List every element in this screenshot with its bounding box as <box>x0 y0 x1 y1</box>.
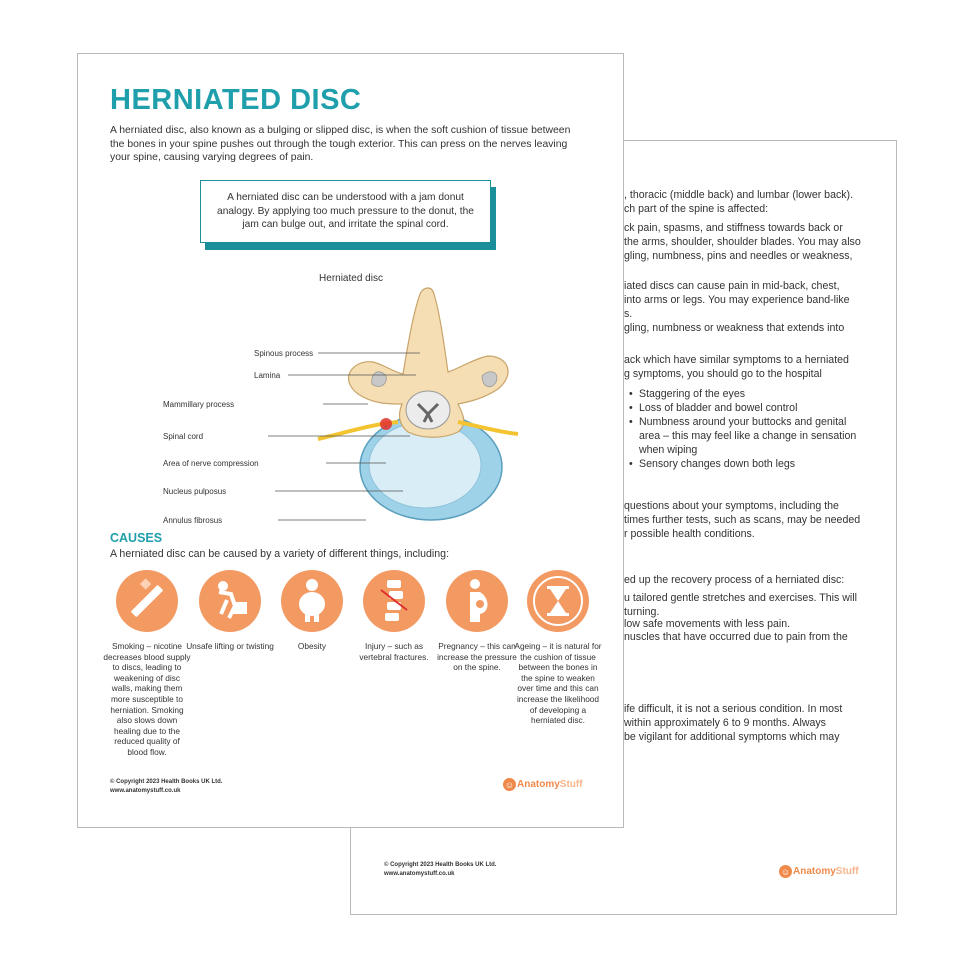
lifting-icon <box>199 570 261 632</box>
cause-text-pregnancy: Pregnancy – this can increase the pressure on the spine. <box>437 641 517 673</box>
compression-point <box>380 418 392 430</box>
causes-intro: A herniated disc can be caused by a variety of different things, including: <box>110 548 450 560</box>
cigarette-icon <box>116 570 178 632</box>
back-bullet: • Sensory changes down both legs <box>629 458 796 470</box>
back-text-line: be vigilant for additional symptoms which may <box>624 731 840 743</box>
label-lamina: Lamina <box>254 371 281 380</box>
back-bullet-cont: when wiping <box>639 444 698 456</box>
cause-text-injury: Injury – such as vertebral fractures. <box>359 641 429 662</box>
cause-text-lifting: Unsafe lifting or twisting <box>186 641 274 651</box>
back-text-line: , thoracic (middle back) and lumbar (lower back). <box>624 189 854 201</box>
label-nucleus-pulposus: Nucleus pulposus <box>163 487 227 496</box>
logo-icon: ☺ <box>780 866 791 877</box>
facet-joint-left <box>372 372 387 387</box>
back-text-line: nuscles that have occurred due to pain from the <box>624 631 848 643</box>
spinal-cord <box>406 391 450 429</box>
cause-text-obesity: Obesity <box>297 641 327 651</box>
back-text-line: ack which have similar symptoms to a herniated <box>624 354 849 366</box>
callout-text: A herniated disc can be understood with a jam donut analogy. By applying too much pressure to the donut, the jam can bulge out, and irritate the spinal cord. <box>217 192 474 231</box>
logo-text: Stuff <box>559 779 583 790</box>
back-bullet: • Staggering of the eyes <box>629 388 746 400</box>
back-text-line: g symptoms, you should go to the hospital <box>624 368 822 380</box>
back-text-line: s. <box>624 308 633 320</box>
back-text-line: the arms, shoulder, shoulder blades. You may also <box>624 236 861 248</box>
label-nerve-compression: Area of nerve compression <box>163 459 259 468</box>
back-text-line: questions about your symptoms, including the <box>624 500 839 512</box>
back-text-line: turning. <box>624 606 660 618</box>
logo-text: Anatomy <box>793 866 836 877</box>
logo-icon: ☺ <box>504 779 515 790</box>
back-text-line: ch part of the spine is affected: <box>624 203 769 215</box>
back-copyright: © Copyright 2023 Health Books UK Ltd. <box>384 862 497 868</box>
back-text-line: u tailored gentle stretches and exercises. This will <box>624 592 857 604</box>
back-text-line: within approximately 6 to 9 months. Always <box>624 717 826 729</box>
causes-heading: CAUSES <box>110 531 163 545</box>
back-text-line: gling, numbness, pins and needles or weakness, <box>624 250 853 262</box>
back-bullet-cont: area – this may feel like a change in sensation <box>639 430 857 442</box>
back-text-line: times further tests, such as scans, may be needed <box>624 514 861 526</box>
label-spinous-process: Spinous process <box>254 349 314 358</box>
back-text-line: r possible health conditions. <box>624 528 755 540</box>
label-mammillary-process: Mammillary process <box>163 400 235 409</box>
back-text-line: into arms or legs. You may experience band-like <box>624 294 850 306</box>
back-website: www.anatomystuff.co.uk <box>384 871 455 877</box>
anatomystuff-logo <box>779 865 859 878</box>
front-website: www.anatomystuff.co.uk <box>110 788 181 794</box>
callout-box <box>200 180 491 243</box>
back-text-line: ck pain, spasms, and stiffness towards back or <box>624 222 843 234</box>
back-text-line: gling, numbness or weakness that extends into <box>624 322 845 334</box>
back-text-line: ed up the recovery process of a herniated disc: <box>624 574 845 586</box>
spine-injury-icon <box>363 570 425 632</box>
back-bullet: • Loss of bladder and bowel control <box>629 402 798 414</box>
pregnancy-icon <box>446 570 508 632</box>
anatomystuff-logo <box>503 778 583 791</box>
facet-joint-right <box>482 372 497 387</box>
herniated-disc-diagram <box>158 264 538 524</box>
obesity-icon <box>281 570 343 632</box>
front-page <box>77 53 624 828</box>
page-title: HERNIATED DISC <box>110 84 362 116</box>
cause-text-ageing: Ageing – it is natural for the cushion of tissue between the bones in the spine to weaken over time and this can increase the likelihood of developing a herniated disc. <box>514 641 602 726</box>
front-copyright: © Copyright 2023 Health Books UK Ltd. <box>110 779 223 785</box>
cause-text-smoking: Smoking – nicotine decreases blood supply to discs, leading to weakening of disc walls, making them more susceptible to herniation. Smoking also slows down healing due to the reduced quality of blood flow. <box>103 641 191 757</box>
back-text-line: low safe movements with less pain. <box>624 618 791 630</box>
intro-paragraph: A herniated disc, also known as a bulging or slipped disc, is when the soft cushion of tissue between the bones in your spine pushes out through the tough exterior. This can press on the nerves leaving your spine, causing varying degrees of pain. <box>110 125 571 163</box>
back-text-line: ife difficult, it is not a serious condition. In most <box>624 703 843 715</box>
label-annulus-fibrosus: Annulus fibrosus <box>163 516 223 524</box>
logo-text: Stuff <box>835 866 859 877</box>
label-spinal-cord: Spinal cord <box>163 432 204 441</box>
back-text-line: iated discs can cause pain in mid-back, chest, <box>624 280 840 292</box>
logo-text: Anatomy <box>517 779 560 790</box>
back-bullet: • Numbness around your buttocks and genital <box>629 416 847 428</box>
diagram-title: Herniated disc <box>319 273 383 284</box>
hourglass-icon <box>527 570 589 632</box>
